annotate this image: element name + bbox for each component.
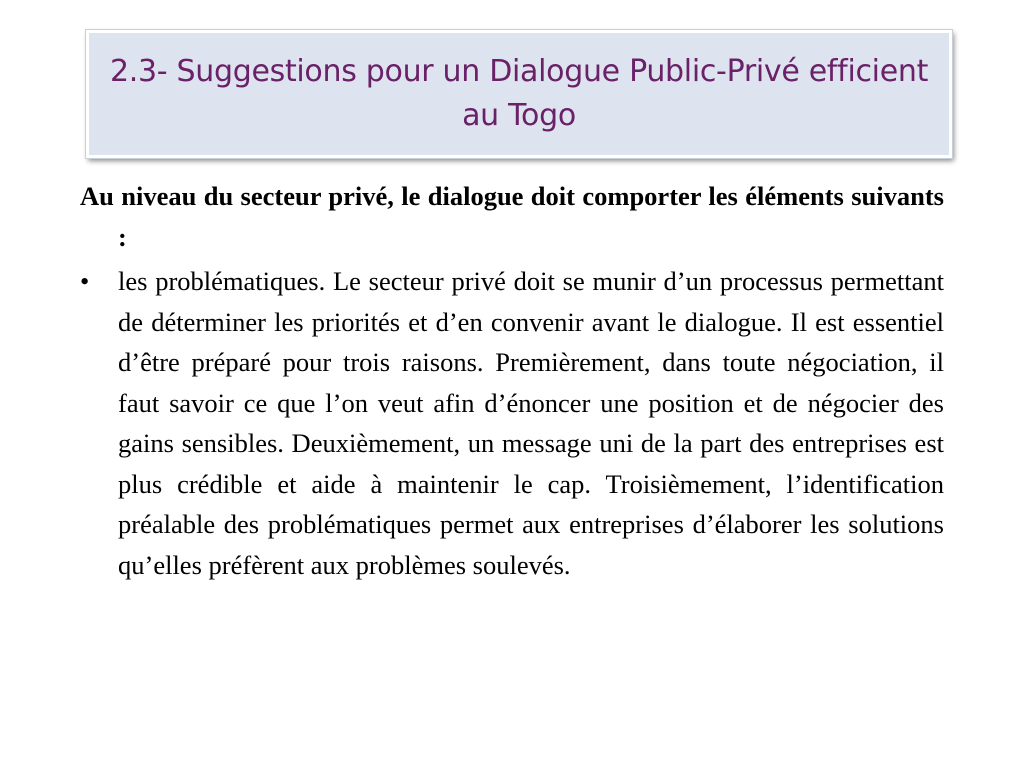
bullet-text: les problématiques. Le secteur privé doit se munir d’un processus permettant de déterminer les priorités et d’en convenir avant le dialogue. Il est essentiel d’être préparé pour trois raisons. Premièrement, dans toute négociation, il faut savoir ce que l’on veut afin d’énoncer une position et de négocier des gains sensibles. Deuxièmement, un message uni de la part des entreprises est plus crédible et aide à maintenir le cap. Troisièmement, l’identification préalable des problématiques permet aux entreprises d’élaborer les solutions qu’elles préfèrent aux problèmes soulevés. (118, 266, 944, 580)
slide-body (80, 176, 944, 585)
list-item (80, 261, 944, 585)
bullet-list (80, 261, 944, 585)
bullet-icon: • (80, 266, 90, 296)
lead-paragraph: Au niveau du secteur privé, le dialogue doit comporter les éléments suivants : (80, 181, 944, 252)
slide-title: 2.3- Suggestions pour un Dialogue Public-Privé efficient au Togo (109, 54, 929, 133)
title-box (86, 30, 952, 158)
